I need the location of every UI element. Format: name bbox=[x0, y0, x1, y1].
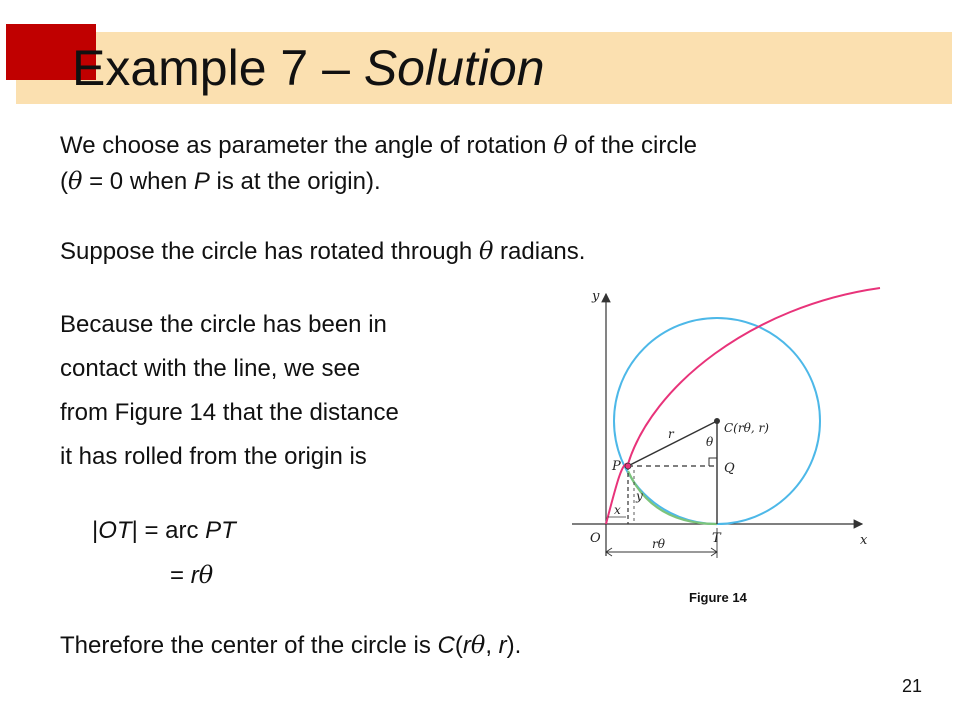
theta-symbol: θ bbox=[478, 237, 494, 265]
slide-number: 21 bbox=[902, 676, 923, 696]
theta-symbol: θ bbox=[68, 167, 83, 195]
paragraph-3-line-1: Because the circle has been in bbox=[60, 311, 387, 338]
paragraph-2 bbox=[60, 236, 585, 267]
text-run: ( bbox=[60, 168, 68, 195]
text-run: of the circle bbox=[567, 132, 698, 159]
text-run: = 0 when bbox=[82, 168, 194, 195]
label-q: Q bbox=[724, 461, 735, 476]
title-italic: Solution bbox=[363, 40, 545, 96]
label-r-theta: rθ bbox=[652, 537, 665, 551]
figure-14 bbox=[572, 286, 882, 572]
equation-line-2 bbox=[170, 560, 213, 591]
label-p: P bbox=[612, 459, 621, 474]
point-c: C bbox=[437, 632, 455, 659]
cycloid-diagram bbox=[572, 286, 882, 572]
point-c-dot bbox=[714, 418, 720, 424]
label-c: C(rθ, r) bbox=[724, 421, 769, 435]
text-run: ( bbox=[454, 632, 463, 659]
label-x-axis: x bbox=[860, 533, 868, 548]
label-x-seg: x bbox=[614, 503, 621, 517]
text-run: Suppose the circle has rotated through bbox=[60, 238, 479, 265]
text-run: We choose as parameter the angle of rotation bbox=[60, 132, 554, 159]
title-main: Example 7 – bbox=[72, 40, 364, 96]
theta-symbol: θ bbox=[198, 561, 214, 589]
text-run: | bbox=[92, 517, 99, 544]
paragraph-1-line-1 bbox=[60, 130, 697, 161]
right-angle-mark bbox=[709, 458, 717, 466]
text-run: ). bbox=[506, 632, 522, 659]
r-symbol: r bbox=[462, 632, 471, 659]
paragraph-1-line-2 bbox=[60, 166, 381, 197]
arc-pt: PT bbox=[205, 517, 236, 544]
label-t: T bbox=[712, 531, 721, 546]
slide-title bbox=[72, 38, 545, 98]
label-y-seg: y bbox=[636, 489, 643, 503]
paragraph-3-line-3: from Figure 14 that the distance bbox=[60, 399, 399, 426]
label-r: r bbox=[668, 427, 674, 441]
equation-line-1 bbox=[92, 516, 236, 546]
cycloid-curve bbox=[606, 288, 880, 524]
paragraph-3-line-4: it has rolled from the origin is bbox=[60, 443, 367, 470]
text-run: | = arc bbox=[131, 517, 206, 544]
r-symbol: r bbox=[498, 632, 507, 659]
segment-ot: OT bbox=[98, 517, 132, 544]
theta-symbol: θ bbox=[470, 631, 486, 659]
text-run: = bbox=[170, 562, 191, 589]
label-origin: O bbox=[590, 531, 601, 546]
figure-caption: Figure 14 bbox=[689, 590, 747, 605]
paragraph-3-line-2: contact with the line, we see bbox=[60, 355, 361, 382]
text-run: Therefore the center of the circle is bbox=[60, 632, 438, 659]
label-y-axis: y bbox=[592, 289, 600, 304]
text-run: radians. bbox=[493, 238, 586, 265]
r-symbol: r bbox=[190, 562, 199, 589]
point-p: P bbox=[193, 168, 210, 195]
label-theta: θ bbox=[706, 435, 714, 449]
paragraph-4 bbox=[60, 630, 521, 661]
point-p-dot bbox=[625, 463, 631, 469]
text-run: , bbox=[485, 632, 499, 659]
text-run: is at the origin). bbox=[209, 168, 381, 195]
theta-symbol: θ bbox=[553, 131, 568, 159]
